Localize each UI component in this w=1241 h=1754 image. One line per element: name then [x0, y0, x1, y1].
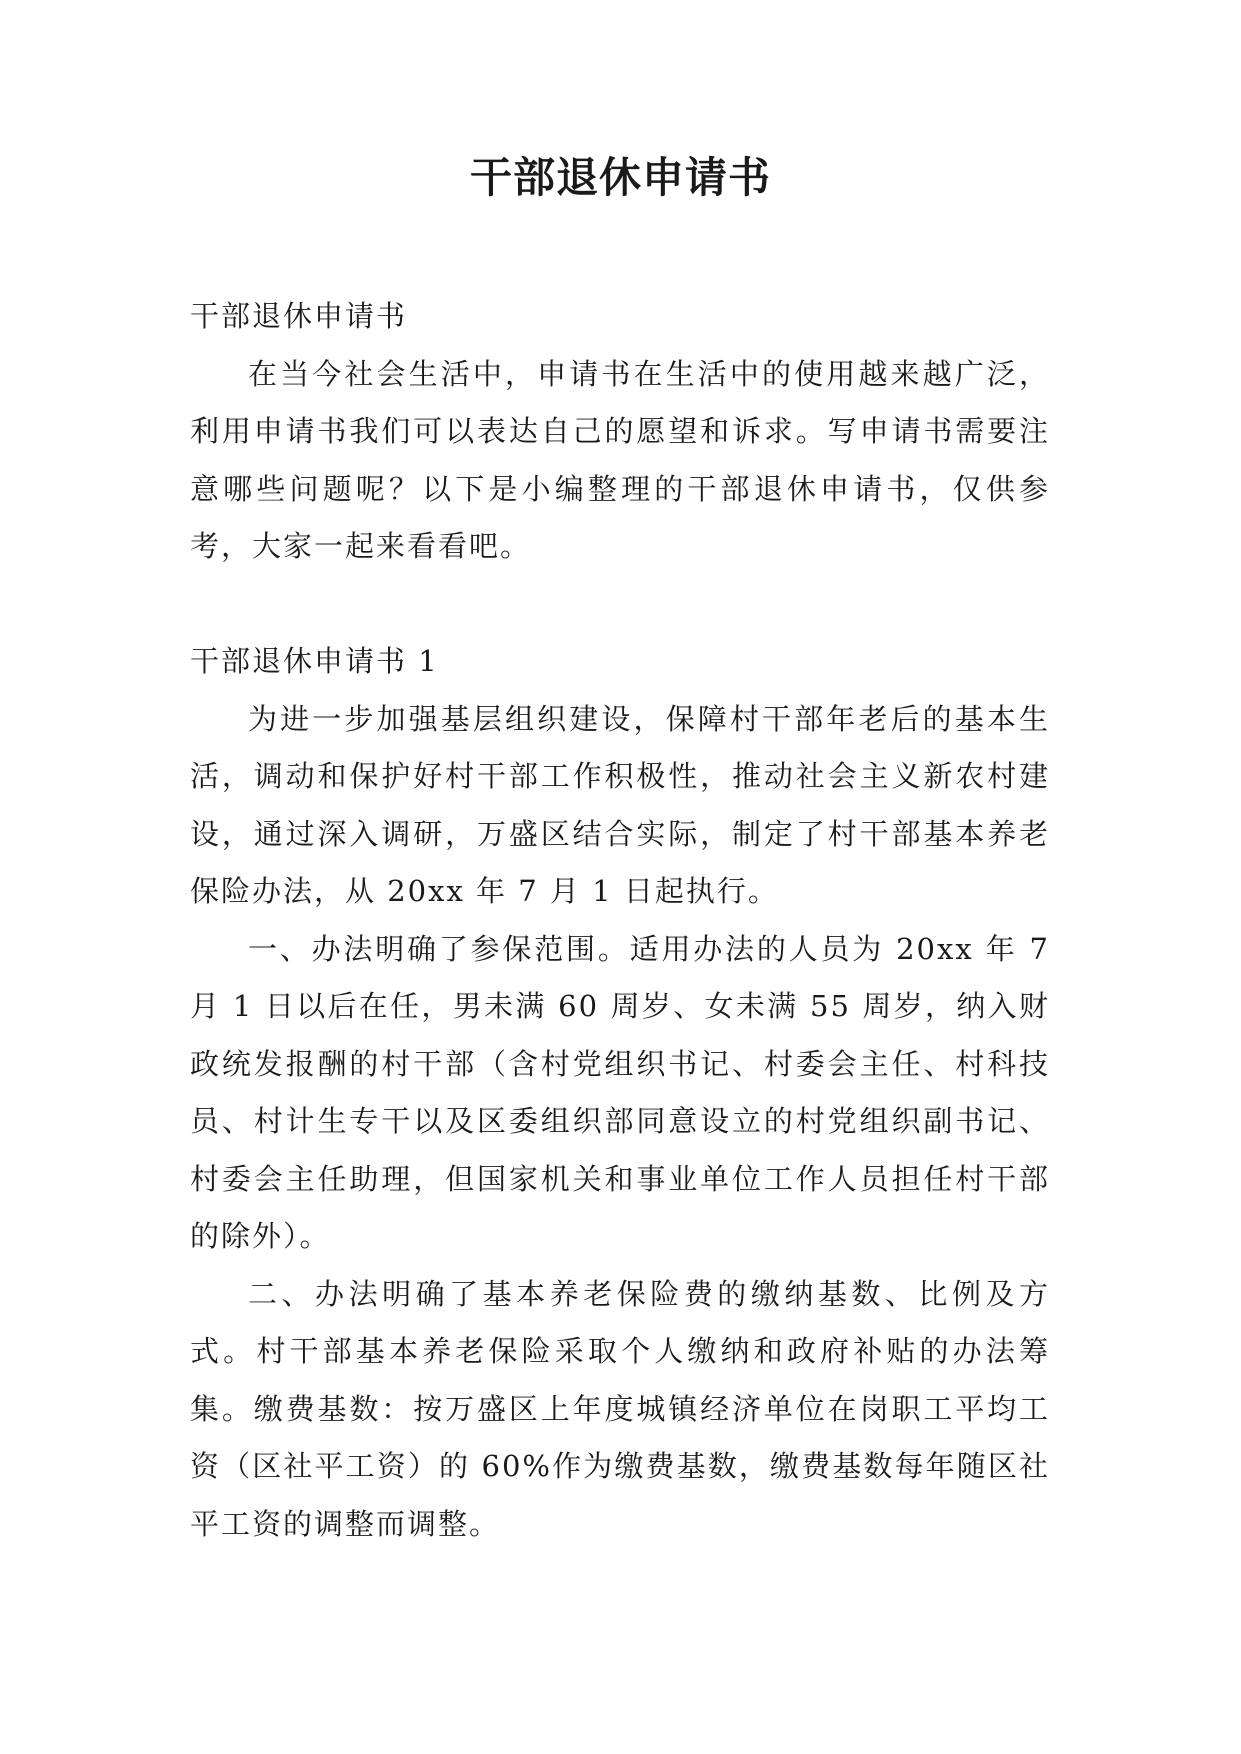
document-title: 干部退休申请书	[469, 153, 771, 202]
intro-paragraph: 在当今社会生活中，申请书在生活中的使用越来越广泛，利用申请书我们可以表达自己的愿望和诉求。写申请书需要注意哪些问题呢？以下是小编整理的干部退休申请书，仅供参考，大家一起来看看吧。	[190, 356, 1050, 563]
intro-heading: 干部退休申请书	[190, 299, 408, 333]
section-1-heading: 干部退休申请书 1	[190, 644, 439, 678]
section-spacer	[190, 576, 1050, 634]
document-body	[190, 288, 1050, 1553]
section-1-paragraph-1: 为进一步加强基层组织建设，保障村干部年老后的基本生活，调动和保护好村干部工作积极性，推动社会主义新农村建设，通过深入调研，万盛区结合实际，制定了村干部基本养老保险办法，从 20xx 年 7 月 1 日起执行。	[190, 701, 1050, 908]
section-1-paragraph-3: 二、办法明确了基本养老保险费的缴纳基数、比例及方式。村干部基本养老保险采取个人缴纳和政府补贴的办法筹集。缴费基数：按万盛区上年度城镇经济单位在岗职工平均工资（区社平工资）的 60%作为缴费基数，缴费基数每年随区社平工资的调整而调整。	[190, 1276, 1050, 1541]
section-1-paragraph-2: 一、办法明确了参保范围。适用办法的人员为 20xx 年 7 月 1 日以后在任，男未满 60 周岁、女未满 55 周岁，纳入财政统发报酬的村干部（含村党组织书记、村委会主任、村科技员、村计生专干以及区委组织部同意设立的村党组织副书记、村委会主任助理，但国家机关和事业单位工作人员担任村干部的除外）。	[190, 931, 1050, 1253]
